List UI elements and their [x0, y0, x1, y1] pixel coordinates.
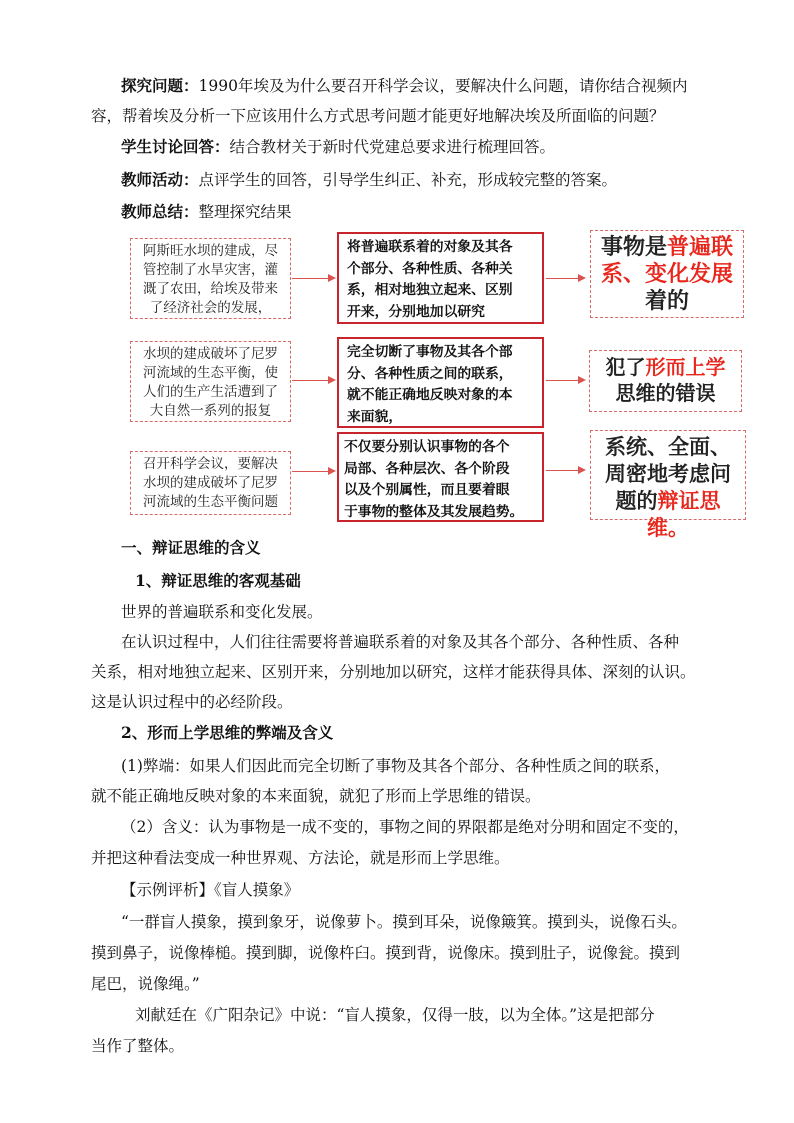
- conclusion-text: 思维的错误: [615, 381, 716, 405]
- summary-label: 教师总结：: [121, 202, 199, 221]
- quote-line: “一群盲人摸象，摸到象牙，说像萝卜。摸到耳朵，说像簸箕。摸到头，说像石头。: [121, 913, 687, 931]
- cause-box-2: [130, 341, 291, 422]
- teacher-summary: [121, 202, 292, 222]
- method-2-line: 就不能正确地反映对象的本: [347, 387, 513, 403]
- paragraph-line: 在认识过程中，人们往往需要将普遍联系着的对象及其各个部分、各种性质、各种: [121, 633, 680, 651]
- conclusion-highlight: 普遍联: [667, 235, 734, 260]
- subheading-2: 2、形而上学思维的弊端及含义: [121, 723, 334, 742]
- paragraph-line: (1)弊端：如果人们因此而完全切断了事物及其各个部分、各种性质之间的联系，: [121, 757, 670, 775]
- question-line-2: 容，帮着埃及分析一下应该用什么方式思考问题才能更好地解决埃及所面临的问题？: [91, 107, 665, 125]
- summary-text: 整理探究结果: [198, 203, 292, 221]
- quote-line: 当作了整体。: [91, 1037, 185, 1055]
- question-text-1: 1990年埃及为什么要召开科学会议，要解决什么问题，请你结合视频内: [198, 77, 688, 95]
- teacher-label: 教师活动：: [121, 170, 199, 189]
- conclusion-text: 着的: [644, 289, 689, 314]
- cause-3-line: 召开科学会议，要解决: [143, 456, 278, 472]
- cause-box-3: [130, 451, 291, 515]
- example-title: 【示例评析】《盲人摸象》: [121, 881, 300, 899]
- conclusion-text: 题的: [615, 489, 658, 513]
- method-2-line: 分、各种性质之间的联系，: [347, 365, 513, 382]
- conclusion-box-1: [590, 230, 744, 318]
- conclusion-text: 事物是: [600, 235, 667, 260]
- method-3-line: 局部、各种层次、各个阶段: [344, 460, 510, 477]
- conclusion-text: 周密地考虑问: [605, 462, 731, 486]
- arrow-right-icon: [292, 278, 334, 279]
- arrow-right-icon: [546, 278, 584, 279]
- student-answer: [121, 137, 555, 157]
- method-3-line: 以及个别属性，而且要着眼: [344, 482, 510, 498]
- arrow-right-icon: [292, 380, 334, 381]
- cause-2-line: 河流域的生态平衡，使: [143, 365, 278, 381]
- conclusion-box-2: [589, 350, 742, 412]
- conclusion-text: 系统、全面、: [605, 435, 731, 459]
- arrow-right-icon: [546, 470, 584, 471]
- cause-1-line: 阿斯旺水坝的建成，尽: [143, 243, 278, 259]
- quote-line: 摸到鼻子，说像棒槌。摸到脚，说像杵臼。摸到背，说像床。摸到肚子，说像瓮。摸到: [91, 944, 681, 962]
- conclusion-text: 犯了: [605, 355, 646, 379]
- section-heading: 一、辩证思维的含义: [121, 538, 261, 557]
- method-3-line: 于事物的整体及其发展趋势。: [344, 503, 524, 520]
- quote-line: 尾巴，说像绳。”: [91, 975, 200, 993]
- teacher-activity: [121, 170, 617, 190]
- teacher-text: 点评学生的回答，引导学生纠正、补充，形成较完整的答案。: [198, 171, 618, 189]
- paragraph-line: （2）含义：认为事物是一成不变的，事物之间的界限都是绝对分明和固定不变的，: [121, 818, 689, 836]
- method-3-line: 不仅要分别认识事物的各个: [344, 439, 510, 455]
- conclusion-highlight: 系、变化发展: [600, 262, 733, 287]
- method-2-line: 来面貌，: [347, 408, 403, 425]
- method-box-3: [337, 432, 544, 522]
- conclusion-box-3: [590, 430, 746, 540]
- cause-2-line: 大自然一系列的报复: [149, 403, 272, 419]
- question-line-1: [121, 76, 687, 96]
- paragraph-line: 这是认识过程中的必经阶段。: [91, 693, 293, 711]
- cause-1-line: 了经济社会的发展，: [149, 300, 272, 316]
- cause-1-line: 管控制了水旱灾害，灌: [143, 262, 278, 278]
- student-text: 结合教材关于新时代党建总要求进行梳理回答。: [229, 138, 556, 156]
- arrow-right-icon: [292, 471, 334, 472]
- cause-3-line: 河流域的生态平衡问题: [143, 494, 278, 510]
- conclusion-highlight: 辩证思维。: [647, 489, 721, 540]
- method-box-1: [337, 232, 544, 324]
- method-1-line: 个部分、各种性质、各种关: [347, 260, 513, 277]
- arrow-right-icon: [546, 380, 584, 381]
- paragraph-line: 并把这种看法变成一种世界观、方法论，就是形而上学思维。: [91, 849, 510, 867]
- student-label: 学生讨论回答：: [121, 137, 230, 156]
- paragraph: 世界的普遍联系和变化发展。: [121, 603, 323, 621]
- question-label: 探究问题：: [121, 76, 199, 95]
- method-box-2: [337, 337, 544, 428]
- cause-1-line: 溉了农田，给埃及带来: [143, 281, 278, 297]
- method-1-line: 开来，分别地加以研究: [347, 303, 485, 320]
- method-1-line: 将普遍联系着的对象及其各: [347, 239, 513, 255]
- cause-3-line: 水坝的建成破坏了尼罗: [143, 475, 278, 491]
- paragraph-line: 就不能正确地反映对象的本来面貌，就犯了形而上学思维的错误。: [91, 787, 541, 805]
- paragraph-line: 关系，相对地独立起来、区别开来，分别地加以研究，这样才能获得具体、深刻的认识。: [91, 663, 696, 681]
- subheading-1: 1、辩证思维的客观基础: [135, 571, 301, 590]
- conclusion-highlight: 形而上学: [645, 355, 726, 379]
- cause-2-line: 人们的生产生活遭到了: [143, 384, 278, 400]
- cause-box-1: [130, 238, 291, 319]
- method-1-line: 系，相对地独立起来、区别: [347, 282, 513, 298]
- quote-line: 刘献廷在《广阳杂记》中说：“盲人摸象，仅得一肢，以为全体。”这是把部分: [135, 1006, 655, 1024]
- cause-2-line: 水坝的建成破坏了尼罗: [143, 346, 278, 362]
- method-2-line: 完全切断了事物及其各个部: [347, 344, 513, 360]
